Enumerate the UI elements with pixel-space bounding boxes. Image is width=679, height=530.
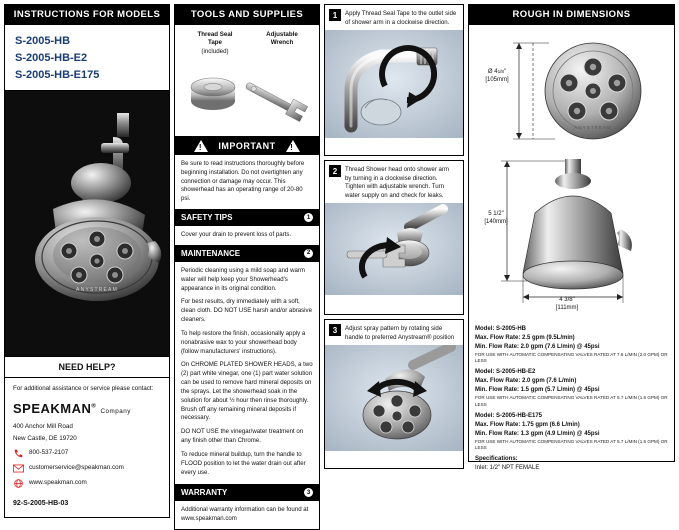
wrench-label-line2: Wrench [270, 39, 294, 47]
globe-icon [13, 479, 24, 488]
warning-icon: ! [194, 140, 208, 152]
step-3-drawing [325, 345, 463, 451]
important-bar [175, 137, 319, 155]
tools-drawing [175, 25, 323, 135]
diameter-value: Ø 4 [487, 69, 498, 75]
maintenance-para: On CHROME PLATED SHOWER HEADS, a two (2) part white vinegar, one (1) part water solution can be used to remove hard mineral deposits on the sprays. Let the showerhead soak in the solution for about ½ hour then rinse thoroughly. Brush off any remaining mineral deposits if necessary. [181, 361, 313, 422]
contact-block [4, 378, 170, 518]
address-line-1: 400 Anchor Mill Road [13, 422, 73, 430]
document-id: 92-S-2005-HB-03 [13, 499, 69, 507]
maintenance-header [174, 246, 320, 262]
phone-number: 800-537-2107 [29, 449, 69, 457]
warning-icon: ! [286, 140, 300, 152]
step-1-image [325, 30, 463, 138]
model-item: S-2005-HB-E175 [15, 69, 100, 82]
step-3-number: 3 [329, 324, 341, 336]
warranty-title: WARRANTY [181, 488, 228, 498]
contact-lead: For additional assistance or service please contact: [13, 385, 154, 393]
tape-label-line1: Thread Seal [197, 31, 233, 38]
spec-title: Specifications: [475, 456, 518, 463]
step-2-text: Thread Shower head onto shower arm by turning in a clockwise direction. Tighten with adjustable wrench. Turn water supply on and check for leaks. [345, 166, 449, 199]
step-2-drawing [325, 203, 463, 295]
model-item: S-2005-HB-E2 [15, 52, 88, 65]
spec-max-flow: Max. Flow Rate: 2.0 gpm (7.6 L/min) [475, 378, 577, 385]
rough-in-panel [468, 25, 675, 472]
column-steps [324, 4, 464, 469]
model-list [4, 25, 170, 91]
spec-note: FOR USE WITH AUTOMATIC COMPENSATING VALVES RATED AT 5.7 L/MIN (1.5 GPM) OR LESS [475, 395, 668, 407]
width-dimension-label [537, 297, 597, 313]
column-instructions [4, 4, 170, 507]
brand-suffix: Company [100, 408, 131, 416]
showerhead-illustration [5, 91, 169, 354]
spec-min-flow: Min. Flow Rate: 2.0 gpm (7.6 L/min) @ 45psi [475, 344, 600, 350]
maintenance-title: MAINTENANCE [181, 248, 241, 258]
maintenance-para: DO NOT USE the vinegar/water treatment on any finish other than Chrome. [181, 428, 304, 445]
tape-label-line2: Tape [208, 39, 222, 47]
safety-tips-header [174, 210, 320, 226]
warranty-number: 3 [304, 488, 313, 497]
important-title: IMPORTANT [218, 141, 276, 151]
warranty-body: Additional warranty information can be found at www.speakman.com [174, 501, 320, 530]
column-rough-in [468, 4, 675, 472]
safety-tips-title: SAFETY TIPS [181, 213, 233, 223]
height-value: 5 1/2" [488, 211, 504, 217]
step-1-number: 1 [329, 9, 341, 21]
sheet-columns [4, 4, 675, 523]
brand-word: SPEAKMAN [13, 401, 92, 417]
svg-text:ANYSTREAM: ANYSTREAM [76, 287, 118, 294]
important-body-wrap [175, 155, 319, 209]
step-2 [324, 160, 464, 315]
diameter-fraction: 1/8 [497, 69, 504, 74]
width-value: 4 3/8" [559, 297, 575, 303]
brand-name [13, 399, 161, 420]
spec-min-flow: Min. Flow Rate: 1.5 gpm (5.7 L/min) @ 45psi [475, 387, 600, 394]
maintenance-para: To help restore the finish, occasionally apply a nonabrasive wax to your showerhead body (follow manufacturers' instructions). [181, 329, 306, 355]
svg-text:ANYSTREAM: ANYSTREAM [574, 125, 612, 130]
tools-illustration-panel [174, 25, 320, 137]
maintenance-para: For best results, dry immediately with a soft, clean cloth. DO NOT USE harsh and/or abrasive cleaners. [181, 298, 312, 324]
address-line-2: New Castle, DE 19720 [13, 434, 77, 442]
need-help-header: NEED HELP? [4, 357, 170, 378]
step-1-text: Apply Thread Seal Tape to the outlet side of shower arm in a clockwise direction. [345, 10, 457, 26]
column-tools [174, 4, 320, 523]
spec-max-flow: Max. Flow Rate: 2.5 gpm (9.5L/min) [475, 335, 575, 341]
email-address[interactable]: customerservice@speakman.com [29, 464, 124, 472]
website-line[interactable] [13, 478, 161, 488]
width-mm: [111mm] [555, 304, 579, 311]
phone-icon [13, 449, 24, 458]
spec-model: Model: S-2005-HB-E175 [475, 412, 543, 419]
warranty-header [174, 485, 320, 501]
tape-label-line3: (included) [201, 47, 229, 55]
step-3 [324, 319, 464, 469]
step-1 [324, 4, 464, 156]
spec-note: FOR USE WITH AUTOMATIC COMPENSATING VALVES RATED AT 7.6 L/MIN (2.0 GPM) OR LESS [475, 352, 668, 364]
website-url[interactable]: www.speakman.com [29, 479, 87, 487]
important-body: Be sure to read instructions thoroughly before beginning installation. Do not overtighten any connection or damage may occur. This showerhead has an operating range of 20-80 psi. [181, 160, 305, 203]
step-2-image [325, 203, 463, 295]
maintenance-body [174, 262, 320, 485]
safety-tips-number: 1 [304, 213, 313, 222]
spec-model: Model: S-2005-HB-E2 [475, 369, 536, 376]
spec-model: Model: S-2005-HB [475, 326, 527, 332]
safety-tips-body: Cover your drain to prevent loss of parts. [174, 226, 320, 246]
spec-min-flow: Min. Flow Rate: 1.3 gpm (4.9 L/min) @ 45psi [475, 430, 600, 437]
rough-in-header: ROUGH IN DIMENSIONS [468, 4, 675, 25]
phone-line [13, 448, 161, 458]
maintenance-para: To reduce mineral buildup, turn the handle to FLOOD position to let the water drain out after every use. [181, 450, 306, 476]
showerhead-hero-image [4, 91, 170, 357]
important-panel [174, 137, 320, 210]
tools-header: TOOLS AND SUPPLIES [174, 4, 320, 25]
spec-note: FOR USE WITH AUTOMATIC COMPENSATING VALVES RATED AT 5.7 L/MIN (1.5 GPM) OR LESS [475, 438, 668, 450]
step-1-drawing [325, 30, 463, 138]
step-2-number: 2 [329, 165, 341, 177]
email-line[interactable] [13, 463, 161, 473]
diameter-dimension-label [475, 69, 519, 85]
spec-max-flow: Max. Flow Rate: 1.75 gpm (6.6 L/min) [475, 421, 580, 428]
maintenance-number: 2 [304, 249, 313, 258]
height-dimension-label [471, 211, 521, 227]
height-mm: [140mm] [484, 218, 508, 225]
step-3-image [325, 345, 463, 451]
diameter-unit: " [503, 69, 507, 75]
brand-registered-mark: ® [91, 403, 97, 410]
step-3-text: Adjust spray pattern by rotating side handle to preferred Anystream® position [345, 325, 455, 341]
diameter-mm: [105mm] [485, 76, 509, 83]
envelope-icon [13, 464, 24, 473]
wrench-label-line1: Adjustable [266, 31, 298, 38]
spec-inlet: Inlet: 1/2" NPT FEMALE [475, 465, 540, 472]
specifications-block [475, 325, 668, 473]
model-item: S-2005-HB [15, 35, 71, 47]
maintenance-para: Periodic cleaning using a mild soap and warm water will help keep your Showerhead's appearance in its original condition. [181, 266, 305, 292]
instructions-header: INSTRUCTIONS FOR MODELS [4, 4, 170, 25]
